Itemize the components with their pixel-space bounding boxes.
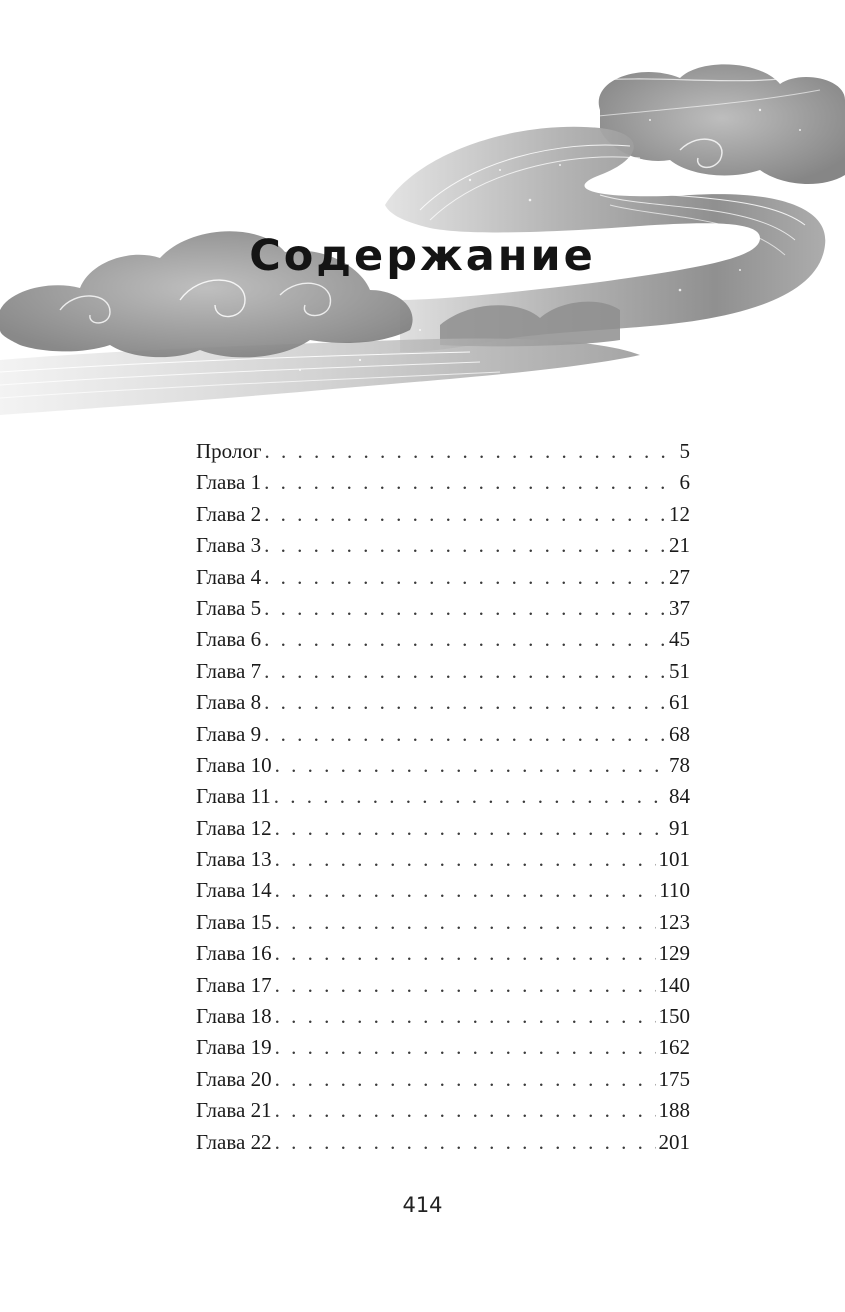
- dot-leader: [275, 1001, 656, 1032]
- toc-entry[interactable]: [196, 656, 690, 687]
- toc-entry-label: Глава 20: [196, 1066, 272, 1091]
- toc-entry-label: Глава 12: [196, 815, 272, 840]
- dot-leader: [275, 1127, 656, 1158]
- toc-entry[interactable]: [196, 1001, 690, 1032]
- lower-band: [0, 339, 640, 415]
- toc-entry-page: 5: [679, 439, 690, 463]
- toc-entry-page: 110: [659, 878, 690, 903]
- toc-entry-label: Глава 21: [196, 1098, 272, 1123]
- toc-entry-page: 91: [669, 815, 690, 840]
- toc-entry-label: Глава 16: [196, 941, 272, 966]
- toc-entry-label: Глава 10: [196, 752, 272, 777]
- toc-entry-page: 37: [669, 595, 690, 620]
- toc-entry-page: 51: [669, 658, 690, 683]
- toc-entry-page: 6: [679, 470, 690, 495]
- toc-entry-label: Глава 8: [196, 690, 262, 715]
- toc-entry-page: 61: [669, 690, 690, 715]
- dot-leader: [275, 1032, 656, 1063]
- table-of-contents: [196, 436, 690, 1158]
- toc-entry-label: Глава 4: [196, 564, 262, 589]
- toc-entry[interactable]: [196, 436, 690, 467]
- toc-entry-page: 162: [658, 1035, 690, 1060]
- dot-leader: [275, 907, 656, 938]
- toc-entry[interactable]: [196, 781, 690, 812]
- toc-entry[interactable]: [196, 1032, 690, 1063]
- dot-leader: [264, 467, 676, 498]
- page-number: 414: [402, 1193, 443, 1217]
- toc-entry[interactable]: [196, 750, 690, 781]
- dot-leader: [264, 687, 666, 718]
- toc-entry[interactable]: [196, 1127, 690, 1158]
- toc-entry[interactable]: [196, 875, 690, 906]
- dot-leader: [275, 970, 656, 1001]
- cloud-shape: [599, 64, 845, 184]
- toc-entry-page: 129: [658, 941, 690, 966]
- dot-leader: [264, 624, 666, 655]
- toc-entry[interactable]: [196, 970, 690, 1001]
- toc-entry-label: Глава 9: [196, 721, 262, 746]
- toc-entry-label: Глава 6: [196, 627, 262, 652]
- toc-entry-page: 188: [658, 1098, 690, 1123]
- dot-leader: [264, 719, 666, 750]
- toc-entry-page: 201: [658, 1129, 690, 1154]
- toc-entry-page: 27: [669, 564, 690, 589]
- toc-entry-label: Глава 2: [196, 501, 262, 526]
- toc-entry-label: Глава 22: [196, 1129, 272, 1154]
- toc-entry-page: 101: [658, 847, 690, 872]
- toc-entry-page: 123: [658, 909, 690, 934]
- toc-entry[interactable]: [196, 907, 690, 938]
- dot-leader: [275, 750, 666, 781]
- toc-entry-page: 78: [669, 752, 690, 777]
- toc-entry-label: Глава 1: [196, 470, 262, 495]
- toc-entry-page: 150: [658, 1004, 690, 1029]
- toc-entry[interactable]: [196, 499, 690, 530]
- toc-entry-label: Глава 15: [196, 909, 272, 934]
- toc-entry-page: 12: [669, 501, 690, 526]
- toc-entry[interactable]: [196, 1095, 690, 1126]
- toc-entry-label: Глава 13: [196, 847, 272, 872]
- dot-leader: [275, 844, 656, 875]
- toc-entry[interactable]: [196, 562, 690, 593]
- toc-entry[interactable]: [196, 530, 690, 561]
- toc-entry[interactable]: [196, 938, 690, 969]
- toc-entry-label: Глава 18: [196, 1004, 272, 1029]
- dot-leader: [264, 436, 676, 467]
- dot-leader: [275, 1064, 656, 1095]
- dot-leader: [275, 938, 656, 969]
- dot-leader: [275, 813, 666, 844]
- toc-entry-page: 21: [669, 533, 690, 558]
- toc-entry-page: 68: [669, 721, 690, 746]
- toc-entry-label: Глава 17: [196, 972, 272, 997]
- toc-entry-label: Глава 19: [196, 1035, 272, 1060]
- toc-entry[interactable]: [196, 467, 690, 498]
- toc-entry-label: Глава 7: [196, 658, 262, 683]
- toc-entry-page: 140: [658, 972, 690, 997]
- dot-leader: [275, 875, 657, 906]
- dot-leader: [264, 562, 666, 593]
- toc-entry[interactable]: [196, 624, 690, 655]
- toc-entry-label: Глава 14: [196, 878, 272, 903]
- toc-entry-label: Глава 3: [196, 533, 262, 558]
- dot-leader: [275, 1095, 656, 1126]
- dot-leader: [264, 499, 666, 530]
- toc-entry-label: Пролог: [196, 439, 262, 463]
- toc-entry[interactable]: [196, 844, 690, 875]
- dot-leader: [264, 593, 666, 624]
- toc-entry-page: 45: [669, 627, 690, 652]
- toc-entry[interactable]: [196, 719, 690, 750]
- toc-entry[interactable]: [196, 813, 690, 844]
- toc-entry-label: Глава 11: [196, 784, 271, 809]
- page-title: Содержание: [249, 231, 596, 281]
- dot-leader: [264, 530, 666, 561]
- cloud-illustration: [0, 0, 845, 430]
- toc-entry[interactable]: [196, 687, 690, 718]
- toc-entry-label: Глава 5: [196, 595, 262, 620]
- dot-leader: [264, 656, 666, 687]
- toc-entry-page: 84: [669, 784, 690, 809]
- toc-entry[interactable]: [196, 1064, 690, 1095]
- toc-entry-page: 175: [658, 1066, 690, 1091]
- dot-leader: [274, 781, 666, 812]
- toc-entry[interactable]: [196, 593, 690, 624]
